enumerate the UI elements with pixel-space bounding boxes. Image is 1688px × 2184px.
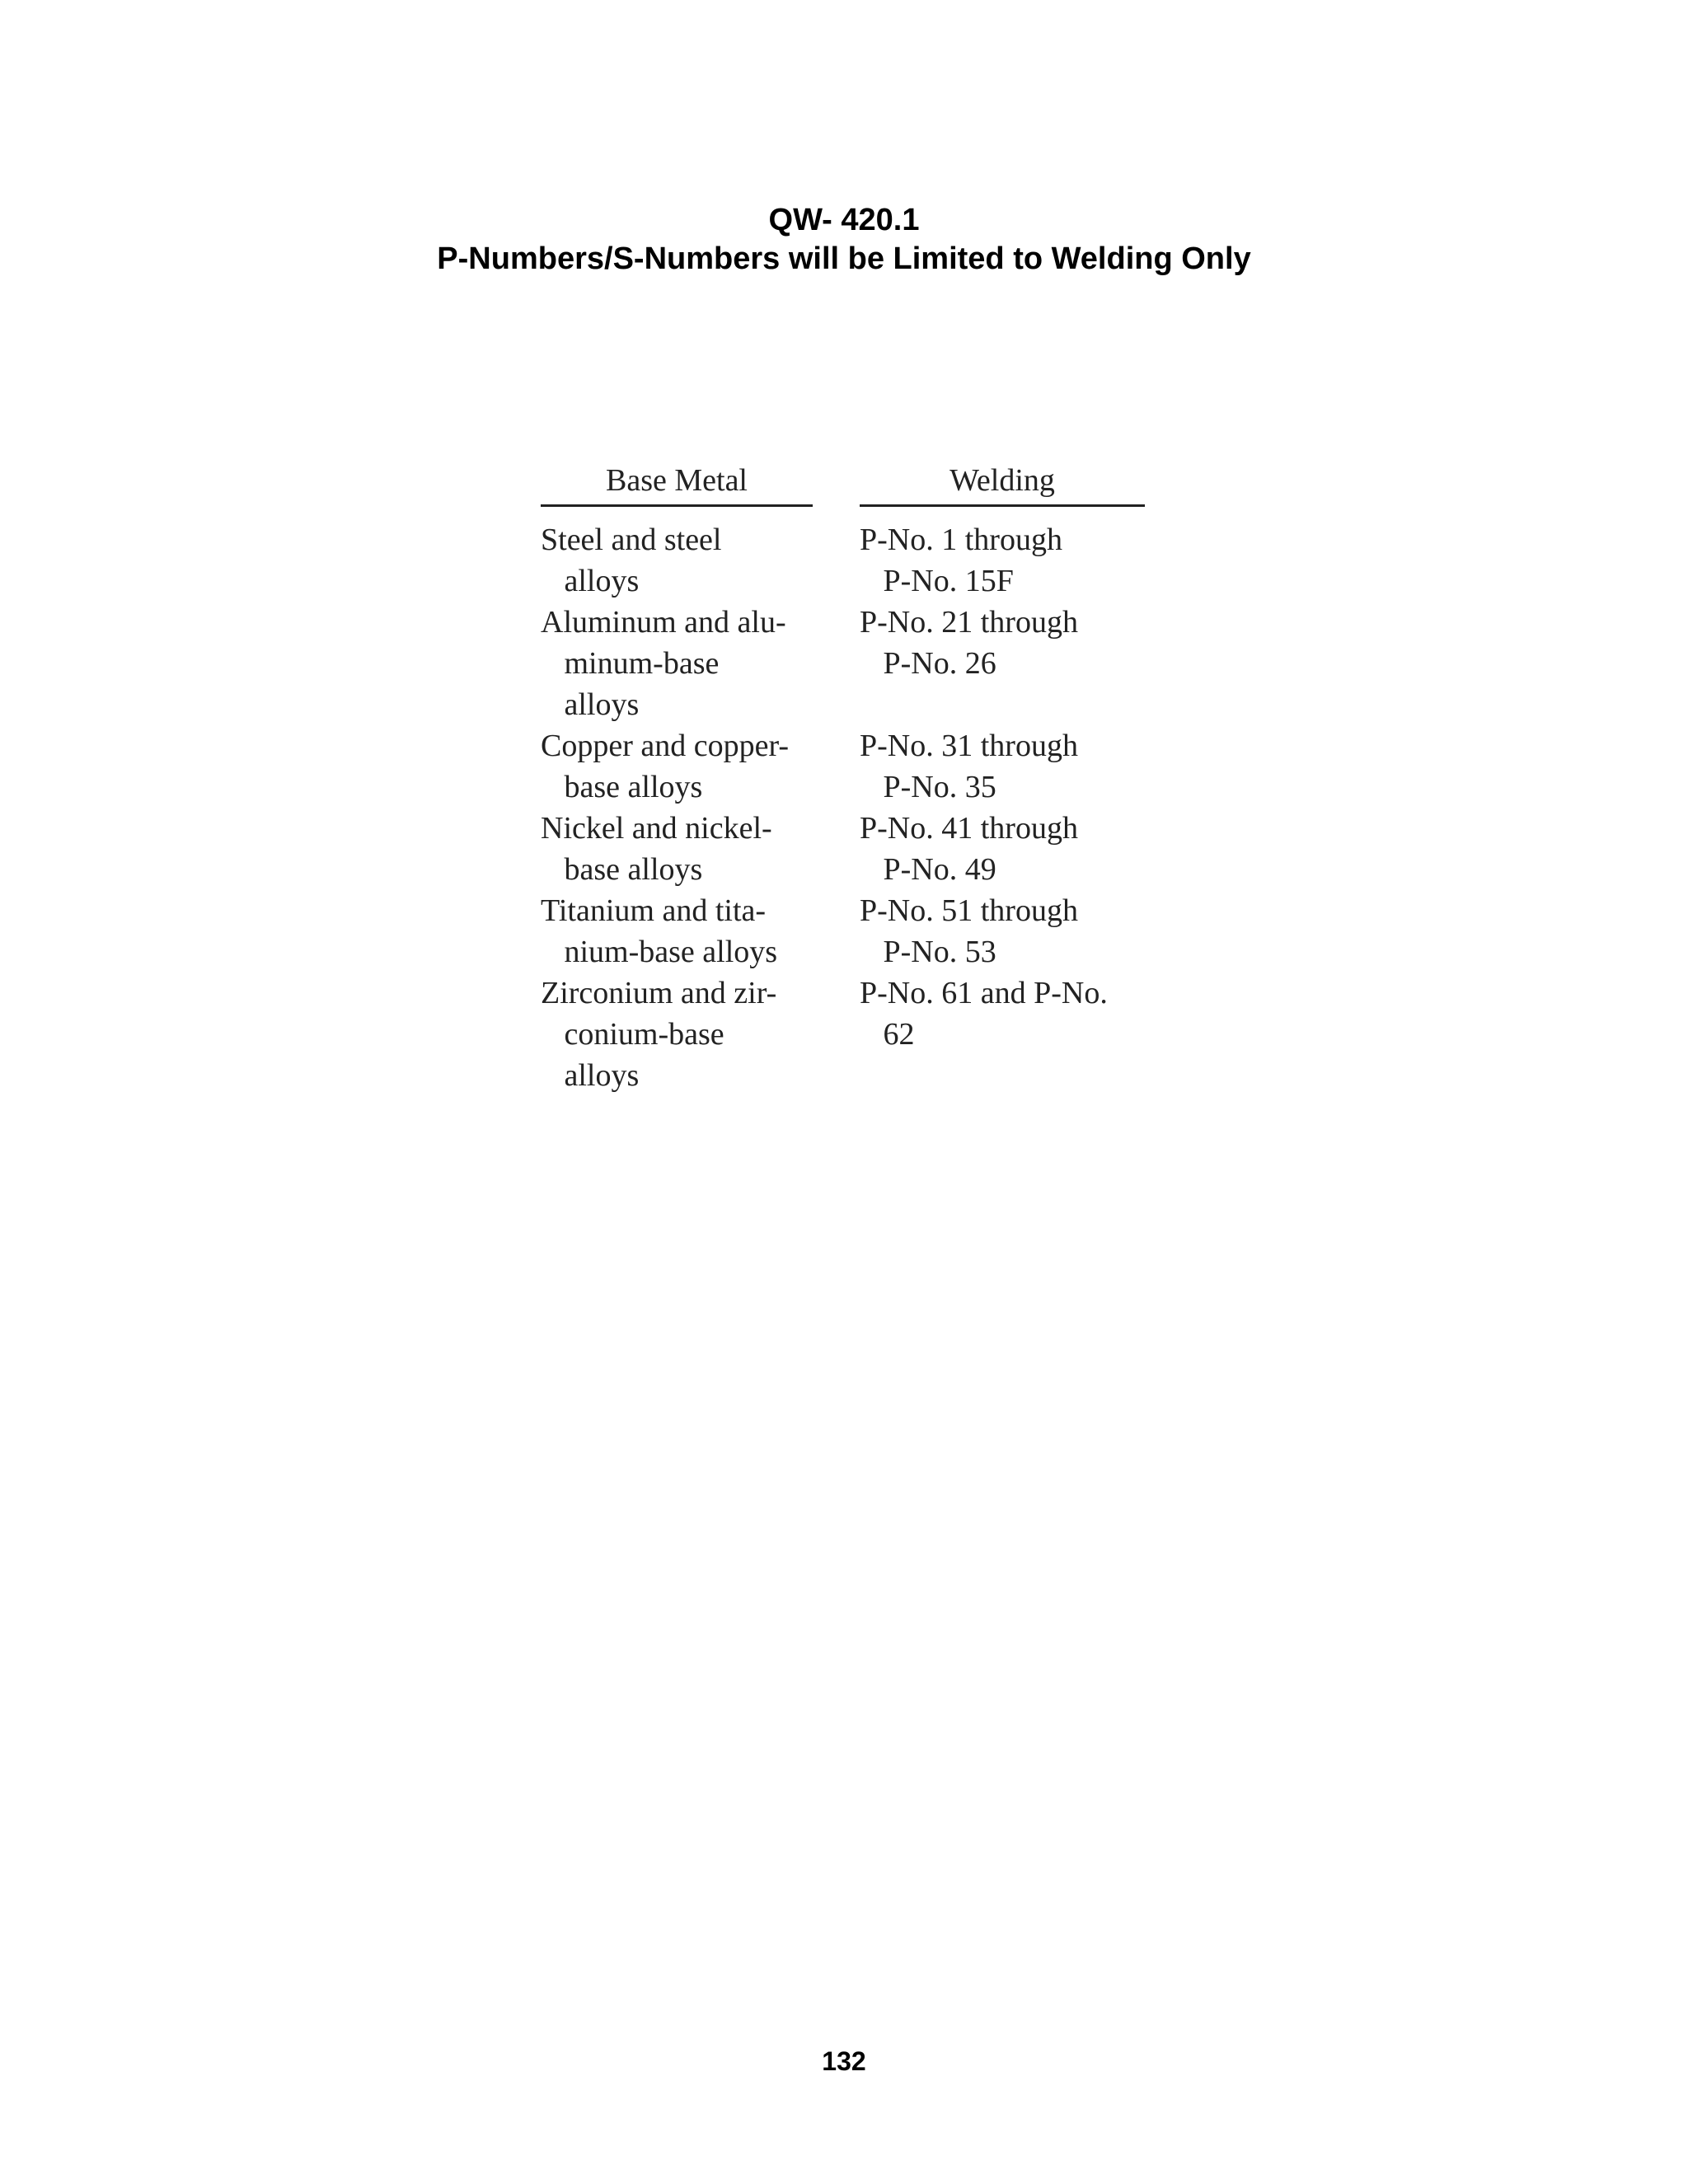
base-metal-cell: Zirconium and zir- conium-base alloys bbox=[541, 976, 777, 1093]
document-code: QW- 420.1 bbox=[768, 203, 920, 237]
column-header-welding: Welding bbox=[860, 460, 1145, 507]
table-row bbox=[541, 972, 1147, 1096]
table-body bbox=[541, 519, 1147, 1096]
welding-cell: P-No. 41 through P-No. 49 bbox=[860, 811, 1078, 887]
table-row bbox=[541, 725, 1147, 808]
base-metal-cell: Aluminum and alu- minum-base alloys bbox=[541, 605, 786, 722]
document-title: P-Numbers/S-Numbers will be Limited to Welding Only bbox=[437, 241, 1251, 276]
welding-cell: P-No. 61 and P-No. 62 bbox=[860, 976, 1108, 1052]
table-row bbox=[541, 808, 1147, 890]
base-metal-cell: Steel and steel alloys bbox=[541, 523, 722, 598]
page-number: 132 bbox=[822, 2046, 866, 2076]
base-metal-cell: Nickel and nickel- base alloys bbox=[541, 811, 772, 887]
table-row bbox=[541, 519, 1147, 602]
welding-cell: P-No. 21 through P-No. 26 bbox=[860, 605, 1078, 681]
table-row bbox=[541, 602, 1147, 725]
welding-cell: P-No. 31 through P-No. 35 bbox=[860, 729, 1078, 804]
base-metal-cell: Copper and copper- base alloys bbox=[541, 729, 790, 804]
welding-cell: P-No. 1 through P-No. 15F bbox=[860, 523, 1062, 598]
welding-cell: P-No. 51 through P-No. 53 bbox=[860, 893, 1078, 969]
base-metal-cell: Titanium and tita- nium-base alloys bbox=[541, 893, 778, 969]
table-row bbox=[541, 890, 1147, 972]
column-header-base-metal: Base Metal bbox=[541, 460, 813, 507]
